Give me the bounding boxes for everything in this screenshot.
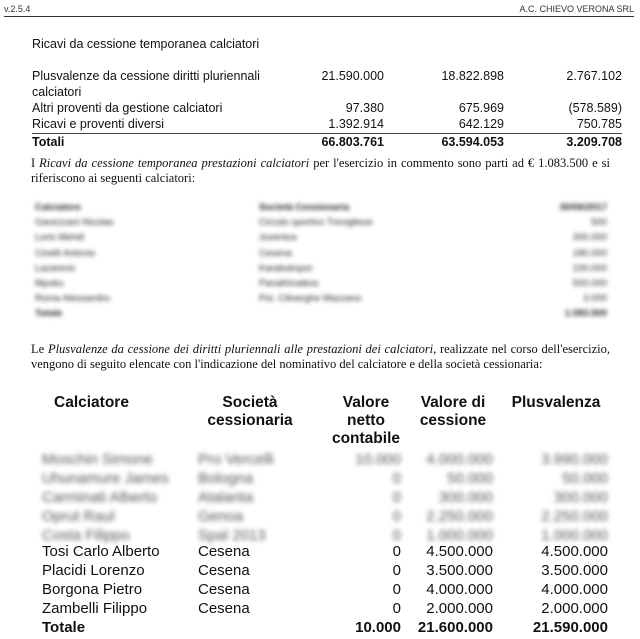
- cell-book: 0: [392, 581, 401, 598]
- cell-value: 675.969: [458, 101, 504, 115]
- text: Le: [31, 342, 48, 356]
- cell-gain: 1.000.000: [541, 527, 608, 544]
- cell-book: 0: [392, 470, 401, 487]
- cell-gain: 4.000.000: [541, 581, 608, 598]
- cell-gain: 2.000.000: [541, 600, 608, 617]
- italic-text: Ricavi da cessione temporanea prestazioni calciatori: [39, 156, 310, 170]
- row-label: Ricavi e proventi diversi: [32, 117, 164, 131]
- header-player: Calciatore: [35, 202, 81, 213]
- cell-book: 0: [392, 543, 401, 560]
- cell-value: 500.000: [572, 277, 607, 289]
- table-row: [32, 116, 622, 133]
- loan-table: [31, 200, 611, 322]
- cell-sale: 4.000.000: [426, 581, 493, 598]
- cell-club: Cesena: [198, 600, 250, 617]
- header-player: Calciatore: [54, 394, 129, 411]
- table-row: [40, 542, 620, 561]
- total-value: 63.594.053: [441, 135, 504, 149]
- cell-club: Juventus: [259, 232, 298, 244]
- header-club: Società cessionaria: [207, 394, 293, 429]
- cell-value: 100.000: [572, 262, 607, 274]
- cell-player: Gavezzani Nicolas: [35, 217, 114, 229]
- table-row: [40, 507, 620, 526]
- cell-sale: 4.000.000: [426, 451, 493, 468]
- cell-gain: 300.000: [553, 489, 608, 506]
- page-header: [4, 2, 634, 17]
- total-book: 10.000: [355, 619, 401, 636]
- cell-book: 0: [392, 489, 401, 506]
- cell-player: Placidi Lorenzo: [42, 562, 145, 579]
- company-name: A.C. CHIEVO VERONA SRL: [519, 4, 634, 14]
- cell-sale: 4.500.000: [426, 543, 493, 560]
- table-row: [40, 561, 620, 580]
- cell-club: Panathinaikos: [259, 277, 319, 289]
- header-sale-value: Valore di cessione: [419, 394, 487, 429]
- cell-player: Uhunamure James: [42, 470, 169, 487]
- row-label: Altri proventi da gestione calciatori: [32, 101, 223, 115]
- cell-club: Cesena: [198, 581, 250, 598]
- cell-club: Cesena: [259, 247, 292, 259]
- cell-club: Cesena: [198, 562, 250, 579]
- cell-club: Bologna: [198, 470, 254, 487]
- table-row: [40, 469, 620, 488]
- total-label: Totale: [35, 308, 63, 320]
- total-sale: 21.600.000: [417, 619, 493, 636]
- table-row: [31, 246, 611, 261]
- table-row: [40, 580, 620, 599]
- cell-player: Cinelli Antonio: [35, 247, 96, 259]
- cell-gain: 50.000: [562, 470, 608, 487]
- table-row: [31, 230, 611, 245]
- cell-gain: 4.500.000: [541, 543, 608, 560]
- header-book-value: Valore netto contabile: [331, 394, 401, 447]
- cell-player: Loris Mehdi: [35, 232, 85, 244]
- total-label: Totale: [42, 619, 86, 636]
- cell-player: Tosi Carlo Alberto: [42, 543, 160, 560]
- total-value: 66.803.761: [321, 135, 384, 149]
- version-label: v.2.5.4: [4, 4, 31, 14]
- cell-value: 3.000: [583, 293, 607, 305]
- cell-club: Karabukspor: [259, 262, 313, 274]
- header-date: 30/06/2017: [559, 202, 607, 213]
- cell-sale: 3.500.000: [426, 562, 493, 579]
- paragraph-gains: [31, 342, 610, 372]
- total-gain: 21.590.000: [532, 619, 608, 636]
- cell-club: Spal 2013: [198, 527, 266, 544]
- cell-club: Pro Vercelli: [198, 451, 274, 468]
- cell-book: 0: [392, 562, 401, 579]
- table-row: [32, 68, 622, 100]
- revenue-table: [32, 36, 622, 151]
- total-row: [32, 133, 622, 151]
- table-row: [40, 599, 620, 618]
- header-gain: Plusvalenza: [511, 394, 601, 411]
- cell-player: Oprut Raul: [42, 508, 115, 525]
- cell-club: Cesena: [198, 543, 250, 560]
- table-header: [31, 200, 611, 215]
- row-label: Plusvalenze da cessione diritti pluriennali calciatori: [32, 69, 260, 99]
- cell-player: Borgona Pietro: [42, 581, 143, 598]
- cell-club: Genoa: [198, 508, 244, 525]
- cell-sale: 2.250.000: [426, 508, 493, 525]
- cell-sale: 300.000: [438, 489, 493, 506]
- row-label: Ricavi da cessione temporanea calciatori: [32, 37, 260, 51]
- cell-sale: 2.000.000: [426, 600, 493, 617]
- cell-book: 0: [392, 527, 401, 544]
- cell-value: (578.589): [568, 101, 622, 115]
- table-row: [31, 261, 611, 276]
- table-row: [40, 488, 620, 507]
- table-row: [31, 215, 611, 230]
- table-row: [32, 100, 622, 116]
- header-club: Società Cessionaria: [259, 202, 350, 213]
- paragraph-loans: [31, 156, 610, 186]
- cell-gain: 3.500.000: [541, 562, 608, 579]
- cell-value: 97.380: [345, 101, 384, 115]
- cell-value: 180.000: [572, 247, 607, 259]
- cell-book: 10.000: [355, 451, 401, 468]
- cell-value: 1.392.914: [328, 117, 384, 131]
- table-row: [31, 291, 611, 306]
- total-row: [31, 306, 611, 321]
- table-row: [40, 450, 620, 469]
- total-value: 1.083.500: [564, 308, 607, 320]
- cell-book: 0: [392, 508, 401, 525]
- italic-text: Plusvalenze da cessione dei diritti pluriennali alle prestazioni dei calciatori: [47, 342, 434, 356]
- cell-gain: 2.250.000: [541, 508, 608, 525]
- table-row: [32, 36, 622, 68]
- cell-player: Lazarevic: [35, 262, 76, 274]
- cell-player: Zambelli Filippo: [42, 600, 148, 617]
- cell-club: Pol. Ciliverghe Mazzano: [259, 293, 362, 305]
- cell-club: Atalanta: [198, 489, 254, 506]
- cell-player: Costa Filippo: [42, 527, 130, 544]
- cell-player: Moschin Simone: [42, 451, 153, 468]
- cell-gain: 3.990.000: [541, 451, 608, 468]
- cell-value: 750.785: [576, 117, 622, 131]
- cell-value: 21.590.000: [321, 69, 384, 83]
- cell-sale: 50.000: [447, 470, 493, 487]
- cell-player: Carminati Alberto: [42, 489, 158, 506]
- cell-value: 18.822.898: [441, 69, 504, 83]
- cell-book: 0: [392, 600, 401, 617]
- total-value: 3.209.708: [566, 135, 622, 149]
- text: I: [31, 156, 40, 170]
- text: , realizzate nel corso dell'esercizio, vengono di seguito elencate con l'indicazione del nominativo del calciatore e della società cessionaria:: [31, 342, 610, 371]
- cell-sale: 1.000.000: [426, 527, 493, 544]
- cell-player: Mpoku: [35, 277, 64, 289]
- cell-value: 500: [591, 217, 607, 229]
- total-row: [40, 618, 620, 637]
- cell-player: Roma Alessandro: [35, 293, 110, 305]
- cell-value: 300.000: [572, 232, 607, 244]
- cell-value: 642.129: [458, 117, 504, 131]
- cell-value: 2.767.102: [566, 69, 622, 83]
- table-row: [31, 276, 611, 291]
- text: per l'esercizio in commento sono parti ad € 1.083.500 e si riferiscono ai seguenti calciatori:: [31, 156, 610, 185]
- cell-club: Circolo sportivo Trevigliese: [259, 217, 373, 229]
- row-label: Totali: [32, 135, 65, 149]
